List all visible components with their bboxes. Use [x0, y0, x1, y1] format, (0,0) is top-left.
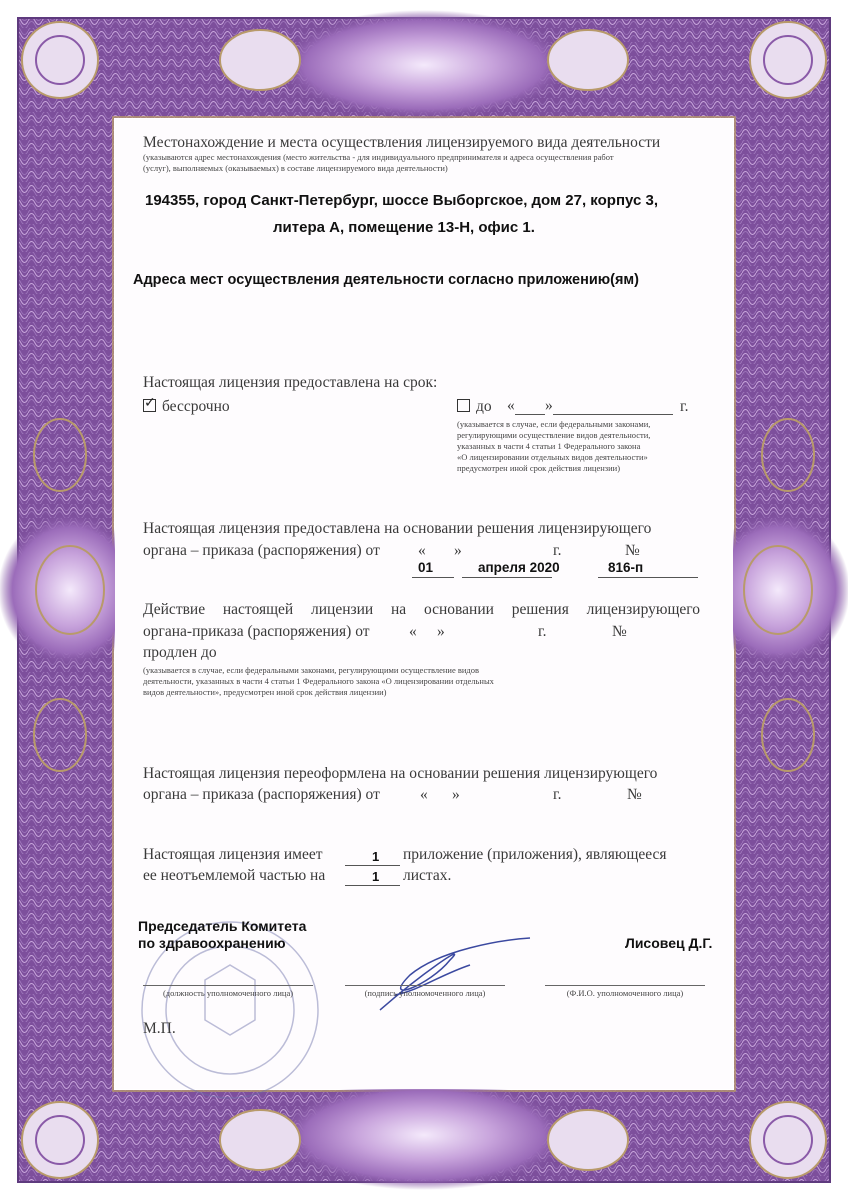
- caption-position: (должность уполномоченного лица): [143, 985, 313, 998]
- basis-number-sign: №: [625, 542, 640, 559]
- term-note-4: «О лицензировании отдельных видов деятельности»: [457, 452, 648, 462]
- term-note: [457, 419, 715, 474]
- extension-line-1: Действие настоящей лицензии на основании решения лицензирующего: [143, 601, 700, 618]
- extension-quote-close: »: [437, 623, 445, 640]
- extension-note-1: (указывается в случае, если федеральными законами, регулирующими осуществление видов: [143, 665, 480, 675]
- term-note-1: (указывается в случае, если федеральными законами,: [457, 419, 651, 429]
- basis-month-year: апреля 2020: [478, 560, 560, 575]
- basis-number-line: [598, 577, 698, 578]
- reissue-line-2: органа – приказа (распоряжения) от: [143, 786, 380, 803]
- term-note-2: регулирующими осуществление видов деятельности,: [457, 430, 651, 440]
- until-year-suffix: г.: [680, 398, 689, 415]
- basis-day-line: [412, 577, 454, 578]
- term-unlimited: [143, 398, 230, 416]
- position-line-1: Председатель Комитета: [138, 918, 307, 934]
- unlimited-label: бессрочно: [162, 398, 230, 415]
- basis-day: 01: [418, 560, 434, 575]
- term-note-5: предусмотрен иной срок действия лицензии): [457, 463, 621, 473]
- basis-line-1: Настоящая лицензия предоставлена на основании решения лицензирующего: [143, 520, 652, 537]
- term-note-3: указанных в части 4 статьи 1 Федерального закона: [457, 441, 641, 451]
- address-line-2: литера А, помещение 13-Н, офис 1.: [273, 219, 535, 236]
- reissue-quote-open: «: [420, 786, 428, 803]
- term-until: [457, 398, 492, 416]
- appendix-left-2: ее неотъемлемой частью на: [143, 867, 326, 884]
- basis-quote-close: »: [454, 542, 462, 559]
- until-prefix: до: [476, 398, 492, 415]
- appendix-count-line-2: [345, 885, 400, 886]
- extension-note-3: видов деятельности», предусмотрен иной срок действия лицензии): [143, 687, 387, 697]
- signatory-name: Лисовец Д.Г.: [625, 935, 713, 951]
- term-heading: Настоящая лицензия предоставлена на срок:: [143, 374, 438, 391]
- address-line-1: 194355, город Санкт-Петербург, шоссе Выборгское, дом 27, корпус 3,: [145, 192, 658, 209]
- appendix-count-line-1: [345, 865, 400, 866]
- until-checkbox: [457, 399, 470, 412]
- appendix-right-2: листах.: [403, 867, 452, 884]
- basis-year-suffix: г.: [553, 542, 562, 559]
- reissue-line-1: Настоящая лицензия переоформлена на основании решения лицензирующего: [143, 765, 658, 782]
- location-heading: Местонахождение и места осуществления лицензируемого вида деятельности: [143, 134, 661, 151]
- appendix-right-1: приложение (приложения), являющееся: [403, 846, 667, 863]
- extension-quote-open: «: [409, 623, 417, 640]
- extension-note: [143, 665, 494, 698]
- until-month-line: [553, 414, 673, 415]
- extension-line-2: органа-приказа (распоряжения) от: [143, 623, 370, 640]
- basis-number: 816-п: [608, 560, 644, 575]
- caption-name: (Ф.И.О. уполномоченного лица): [545, 985, 705, 998]
- location-note-2: (услуг), выполняемых (оказываемых) в составе лицензируемого вида деятельности): [143, 163, 448, 173]
- caption-signature: (подпись уполномоченного лица): [345, 985, 505, 998]
- until-quote-close: »: [545, 397, 553, 414]
- extension-number-sign: №: [612, 623, 627, 640]
- extension-year-suffix: г.: [538, 623, 547, 640]
- position-line-2: по здравоохранению: [138, 935, 286, 951]
- unlimited-checkbox: [143, 399, 156, 412]
- reissue-quote-close: »: [452, 786, 460, 803]
- places-note: Адреса мест осуществления деятельности согласно приложению(ям): [133, 272, 639, 288]
- reissue-number-sign: №: [627, 786, 642, 803]
- extension-note-2: деятельности, указанных в части 4 статьи 1 Федерального закона «О лицензировании отдельных: [143, 676, 494, 686]
- basis-month-line: [462, 577, 552, 578]
- until-day-line: [515, 414, 545, 415]
- appendix-count-2: 1: [372, 869, 380, 884]
- appendix-count-1: 1: [372, 849, 380, 864]
- basis-quote-open: «: [418, 542, 426, 559]
- appendix-left-1: Настоящая лицензия имеет: [143, 846, 323, 863]
- stamp-place-mp: М.П.: [143, 1020, 176, 1037]
- extension-line-3: продлен до: [143, 644, 217, 661]
- basis-line-2: органа – приказа (распоряжения) от: [143, 542, 380, 559]
- location-note-1: (указываются адрес местонахождения (место жительства - для индивидуального предпринимателя и адреса осуществления работ: [143, 152, 614, 162]
- reissue-year-suffix: г.: [553, 786, 562, 803]
- until-quote-open: «: [507, 397, 515, 414]
